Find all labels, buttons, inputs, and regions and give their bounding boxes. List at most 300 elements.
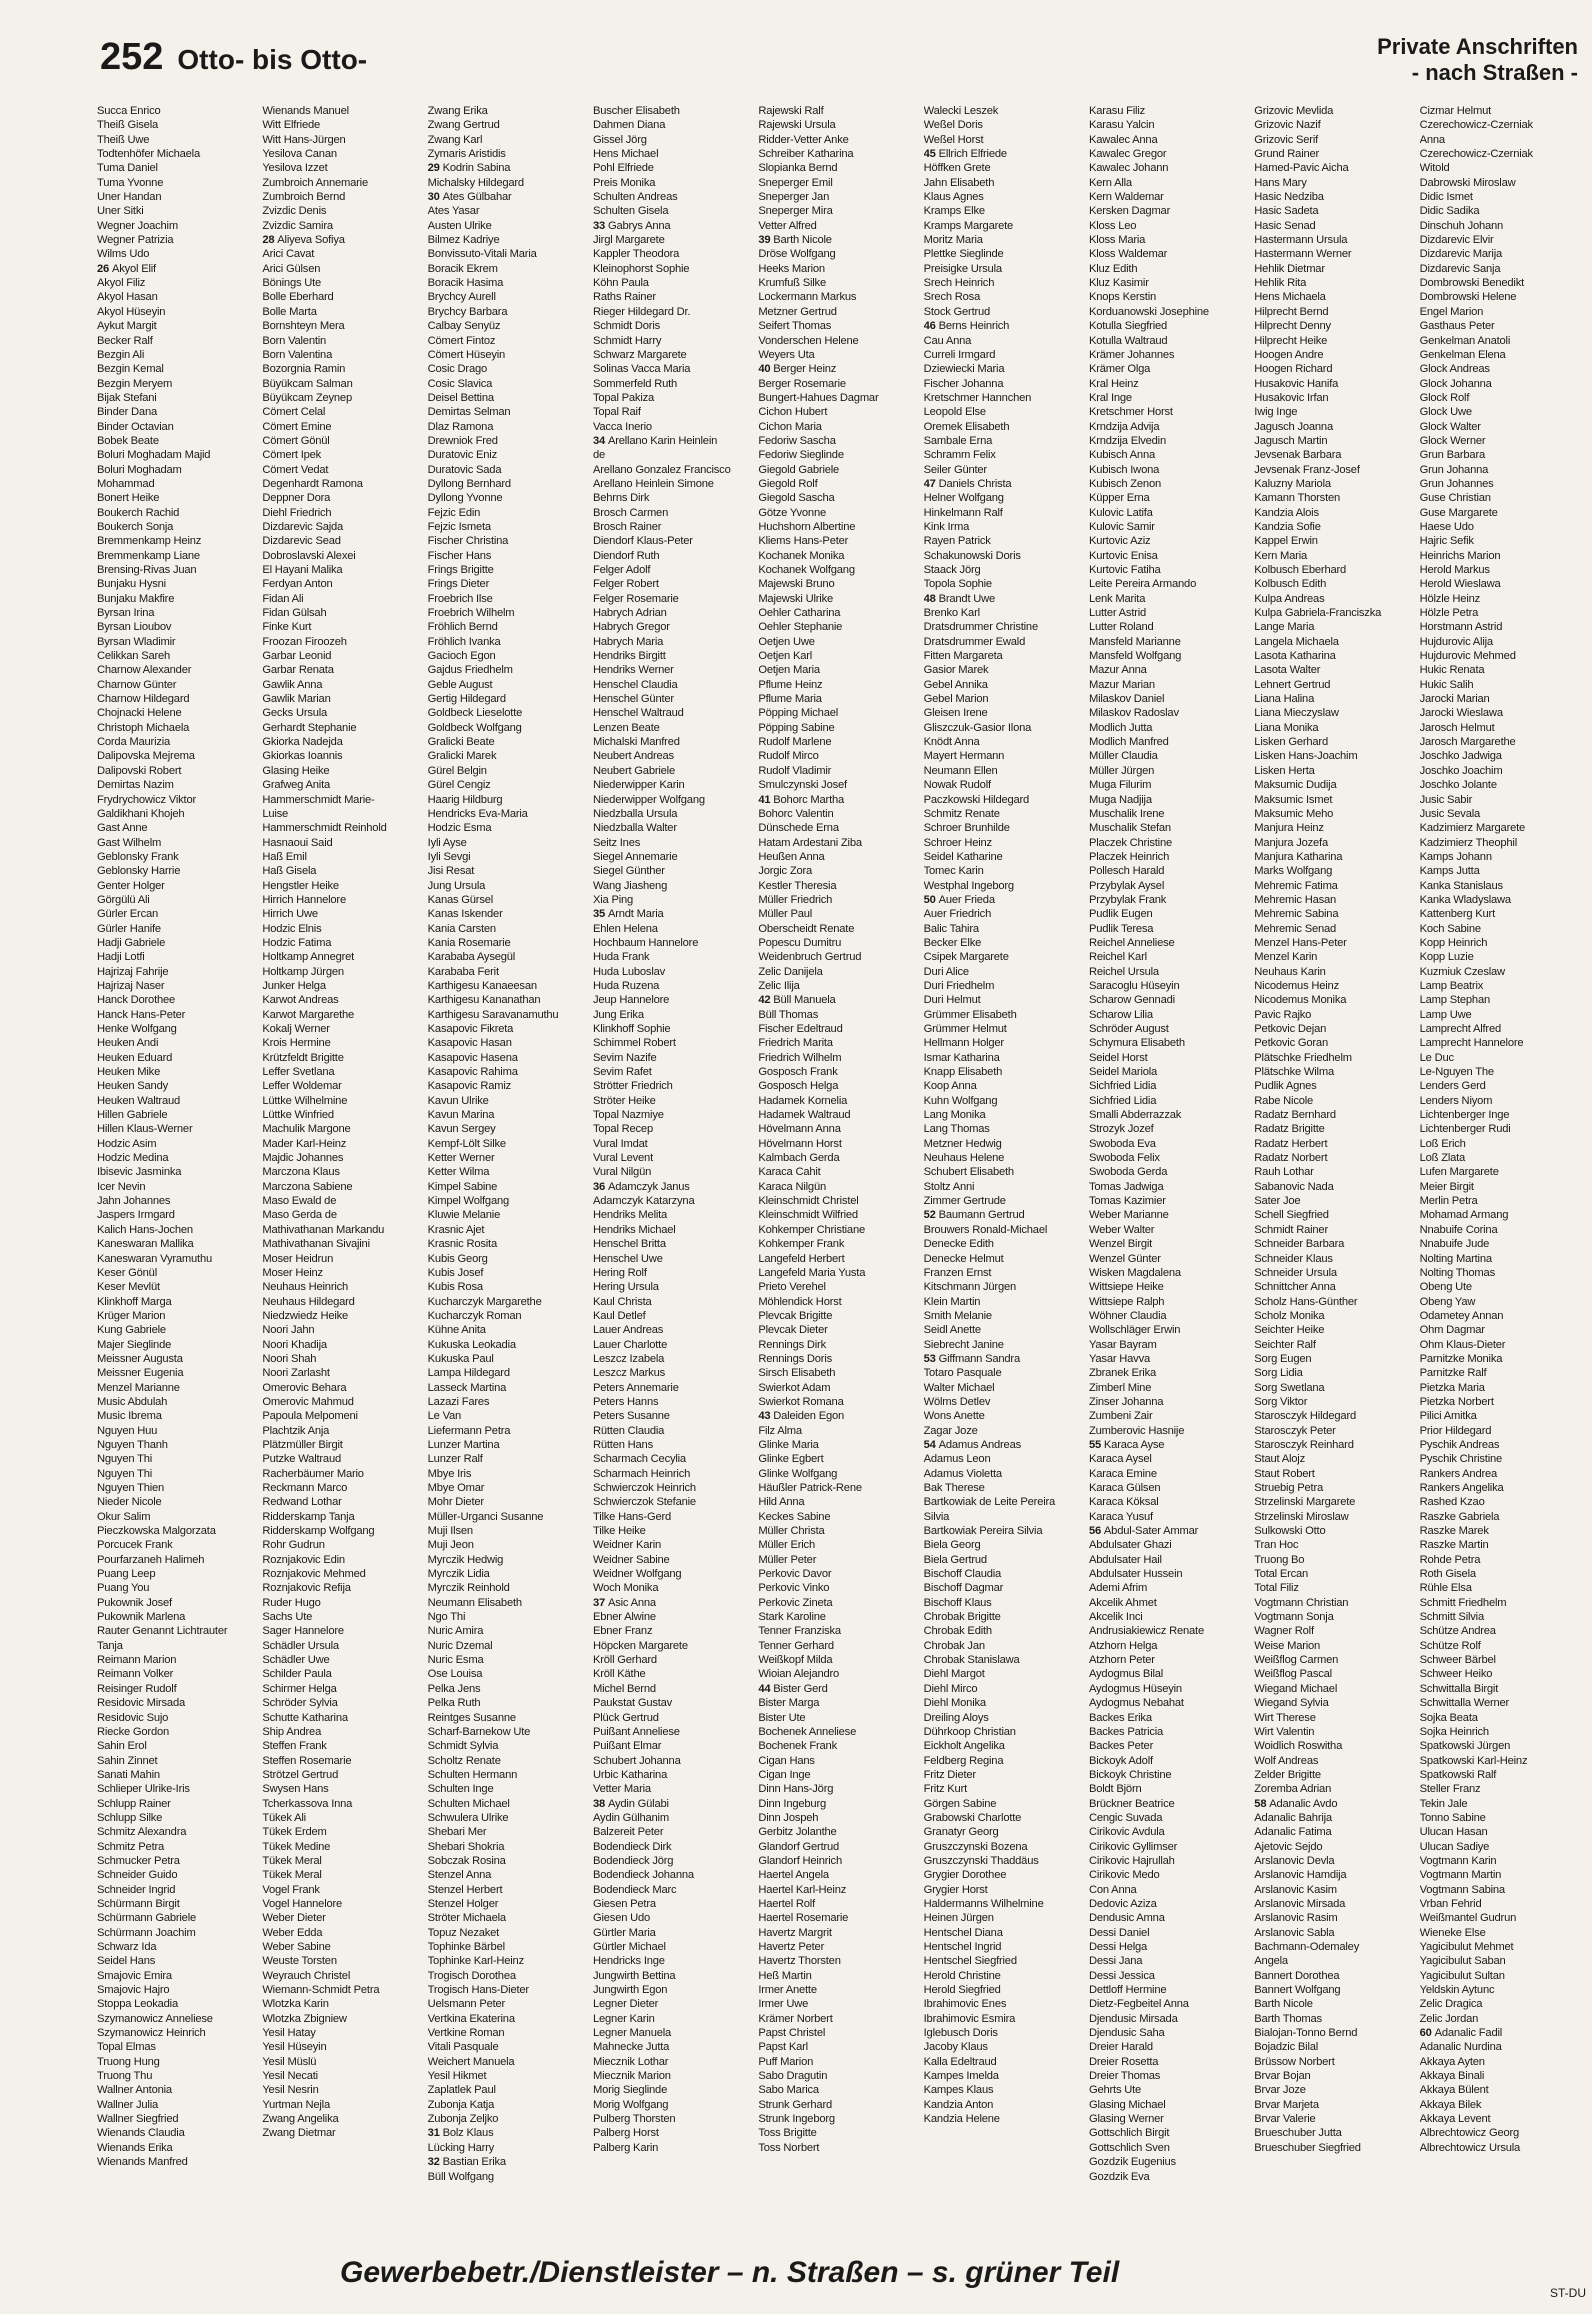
directory-entry: Balzereit Peter xyxy=(592,1826,664,1839)
directory-entry: Wenzel Günter xyxy=(1088,1252,1161,1265)
directory-entry: Glock Rolf xyxy=(1419,391,1470,404)
directory-entry: Cizmar Helmut xyxy=(1419,105,1491,117)
directory-entry: Bolle Marta xyxy=(262,305,317,318)
directory-entry: Jung Ursula xyxy=(427,879,486,892)
directory-entry: Geble August xyxy=(427,678,493,691)
directory-entry: Genter Holger xyxy=(97,879,165,892)
directory-entry: Radatz Bernhard xyxy=(1254,1109,1336,1122)
directory-entry: Schneider Ingrid xyxy=(97,1883,176,1896)
directory-entry: Sobczak Rosina xyxy=(427,1854,506,1867)
directory-entry: Starosczyk Peter xyxy=(1254,1424,1336,1437)
directory-entry: Grizovic Mevlida xyxy=(1254,105,1334,117)
directory-entry: Hendriks Melita xyxy=(592,1209,668,1222)
directory-entry: Jusic Sevala xyxy=(1419,807,1481,820)
directory-entry: Knapp Elisabeth xyxy=(923,1066,1003,1079)
directory-entry: Schneider Ursula xyxy=(1254,1266,1337,1279)
directory-entry: Majewski Ulrike xyxy=(758,592,834,605)
directory-entry: Moser Heinz xyxy=(262,1266,323,1279)
directory-entry: Kubis Georg xyxy=(427,1252,488,1265)
directory-entry: Dlaz Ramona xyxy=(427,420,494,433)
directory-entry: Giegold Rolf xyxy=(758,477,818,490)
directory-entry: Parnitzke Ralf xyxy=(1419,1367,1487,1380)
directory-entry: Hodzic Fatima xyxy=(262,936,332,949)
directory-entry: Rütten Hans xyxy=(592,1438,653,1451)
directory-entry: Grümmer Elisabeth xyxy=(923,1008,1017,1021)
directory-entry: Marks Wolfgang xyxy=(1254,865,1333,878)
directory-entry: Kleinophorst Sophie xyxy=(592,262,690,275)
directory-entry: Joschko Jolante xyxy=(1419,779,1497,792)
directory-entry: Truong Thu xyxy=(97,2070,153,2083)
directory-entry: Kanas Gürsel xyxy=(427,893,494,906)
directory-entry: Kern Waldemar xyxy=(1088,191,1164,204)
directory-entry: Dessi Jana xyxy=(1088,1955,1143,1968)
directory-entry: Oetjen Uwe xyxy=(758,635,815,648)
directory-entry: Karaca Yusuf xyxy=(1088,1510,1153,1523)
directory-entry: Didic Sadika xyxy=(1419,205,1480,218)
directory-entry: Iwig Inge xyxy=(1254,406,1298,419)
directory-entry: Kochanek Monika xyxy=(758,549,845,562)
directory-entry: Ibrahimovic Esmira xyxy=(923,2012,1016,2025)
section-title: Private Anschriften xyxy=(1377,34,1578,59)
directory-entry: Goldbeck Lieselotte xyxy=(427,707,523,720)
directory-entry: Strötzel Gertrud xyxy=(262,1768,339,1781)
directory-entry: Pietzka Norbert xyxy=(1419,1395,1494,1408)
directory-entry: Yurtman Nejla xyxy=(262,2098,330,2111)
directory-entry: Bunjaku Makfire xyxy=(97,592,175,605)
directory-entry: Lisken Herta xyxy=(1254,764,1315,777)
directory-entry: Karwot Andreas xyxy=(262,994,339,1007)
directory-entry: Schramm Felix xyxy=(923,449,996,462)
directory-entry: Brensing-Rivas Juan xyxy=(97,564,197,576)
directory-entry: Garbar Leonid xyxy=(262,650,332,663)
directory-entry: Lamprecht Alfred xyxy=(1419,1023,1501,1035)
directory-entry: Zelic Danijela xyxy=(758,965,823,978)
directory-entry: Glinke Maria xyxy=(758,1438,819,1451)
directory-entry: Krndzija Advija xyxy=(1088,420,1160,433)
directory-entry: Klinkhoff Sophie xyxy=(592,1023,671,1035)
directory-entry: Sojka Heinrich xyxy=(1419,1725,1489,1738)
directory-entry: Gralicki Marek xyxy=(427,750,497,763)
directory-entry: Dinschuh Johann xyxy=(1419,219,1504,232)
directory-entry: Lichtenberger Inge xyxy=(1419,1109,1510,1122)
directory-entry: Bodendieck Johanna xyxy=(592,1869,694,1882)
directory-entry: Lange Maria xyxy=(1254,621,1315,634)
directory-entry: Kasapovic Hasan xyxy=(427,1037,512,1050)
directory-entry: Odametey Annan xyxy=(1419,1309,1504,1322)
directory-entry: Gertig Hildegard xyxy=(427,693,506,706)
directory-entry: Kimpel Sabine xyxy=(427,1180,498,1193)
directory-entry: Müller Erich xyxy=(758,1539,815,1552)
directory-entry: Auer Friedrich xyxy=(923,908,992,921)
directory-entry: Plettke Sieglinde xyxy=(923,248,1004,261)
directory-entry: Möhlendick Horst xyxy=(758,1295,842,1308)
directory-entry: Arellano Gonzalez Francisco xyxy=(592,463,731,476)
directory-entry: Kleinschmidt Christel xyxy=(758,1195,859,1208)
directory-entry: Brouwers Ronald-Michael xyxy=(923,1223,1048,1236)
directory-entry: Müller Friedrich xyxy=(758,893,833,906)
directory-entry: Brüssow Norbert xyxy=(1254,2055,1335,2068)
directory-entry: Hammerschmidt Reinhold xyxy=(262,822,387,835)
directory-entry: Manjura Jozefa xyxy=(1254,836,1328,849)
directory-entry: Papst Karl xyxy=(758,2041,808,2054)
directory-entry: Wenzel Birgit xyxy=(1088,1238,1153,1251)
directory-entry: Boluri Moghadam Majid xyxy=(97,449,211,462)
directory-entry: Jevsenak Franz-Josef xyxy=(1254,463,1360,476)
directory-entry: Vural Nilgün xyxy=(592,1166,652,1179)
directory-entry: Pollesch Harald xyxy=(1088,865,1165,878)
directory-entry: Yesil Hüseyin xyxy=(262,2041,327,2054)
directory-entry: Hölzle Heinz xyxy=(1419,592,1481,605)
directory-entry: Miecznik Lothar xyxy=(592,2055,669,2068)
directory-entry: Rennings Doris xyxy=(758,1352,832,1365)
directory-entry: Grizovic Serif xyxy=(1254,133,1319,146)
directory-entry: Cömert Vedat xyxy=(262,463,329,476)
directory-entry: Sevim Rafet xyxy=(592,1066,652,1079)
directory-entry: Hamed-Pavic Aicha xyxy=(1254,162,1349,175)
directory-entry: Hering Rolf xyxy=(592,1266,647,1279)
directory-entry: Henke Wolfgang xyxy=(97,1023,177,1035)
directory-entry: Granatyr Georg xyxy=(923,1826,999,1839)
directory-entry: Gast Anne xyxy=(97,822,148,835)
directory-entry: Tonno Sabine xyxy=(1419,1811,1486,1824)
directory-entry: Reimann Marion xyxy=(97,1654,177,1667)
directory-entry: Albrechtowicz Georg xyxy=(1419,2127,1520,2140)
directory-entry: Vertkina Ekaterina xyxy=(427,2012,515,2025)
directory-entry: Hoogen Richard xyxy=(1254,363,1333,376)
directory-entry: Menzel Hans-Peter xyxy=(1254,936,1347,949)
directory-entry: Rankers Andrea xyxy=(1419,1467,1498,1480)
directory-entry: Akkaya Bülent xyxy=(1419,2084,1489,2097)
directory-entry: Cömert Emine xyxy=(262,420,332,433)
directory-entry: Saracoglu Hüseyin xyxy=(1088,979,1180,992)
directory-entry: Bodendieck Marc xyxy=(592,1883,677,1896)
directory-entry: Nicodemus Monika xyxy=(1254,994,1347,1007)
directory-entry: Sambale Erna xyxy=(923,434,993,447)
directory-entry: Topola Sophie xyxy=(923,578,992,591)
directory-entry: Rohde Petra xyxy=(1419,1553,1481,1566)
directory-entry: Stenzel Holger xyxy=(427,1897,499,1910)
directory-entry: Schweer Bärbel xyxy=(1419,1654,1496,1667)
directory-entry: Lenk Marita xyxy=(1088,592,1146,605)
directory-entry: Manjura Heinz xyxy=(1254,822,1324,835)
directory-entry: Manjura Katharina xyxy=(1254,850,1343,863)
directory-entry: Yesil Nesrin xyxy=(262,2084,319,2097)
directory-entry: Kimpel Wolfgang xyxy=(427,1195,510,1208)
directory-entry: Ajetovic Sejdo xyxy=(1254,1840,1323,1853)
directory-entry: Sabo Dragutin xyxy=(758,2070,828,2083)
directory-entry: Rabe Nicole xyxy=(1254,1094,1314,1107)
directory-entry: Glock Uwe xyxy=(1419,406,1472,419)
directory-entry: Büyükcam Salman xyxy=(262,377,353,390)
directory-entry: Mohammad xyxy=(97,477,155,490)
directory-entry: Grun Johanna xyxy=(1419,463,1489,476)
directory-entry: Lisken Hans-Joachim xyxy=(1254,750,1358,763)
directory-entry: Diehl Margot xyxy=(923,1668,985,1681)
directory-entry: Oberscheidt Renate xyxy=(758,922,855,935)
directory-entry: Smalli Abderrazzak xyxy=(1088,1109,1182,1122)
directory-entry: Wagner Rolf xyxy=(1254,1625,1314,1638)
directory-entry: Wolf Andreas xyxy=(1254,1754,1319,1767)
directory-entry: Sorg Eugen xyxy=(1254,1352,1312,1365)
directory-entry: Petkovic Goran xyxy=(1254,1037,1328,1050)
directory-entry: Heuken Andi xyxy=(97,1037,159,1050)
directory-entry: Weuste Torsten xyxy=(262,1955,337,1968)
directory-entry: Gebel Marion xyxy=(923,693,989,706)
directory-entry: Kukuska Paul xyxy=(427,1352,494,1365)
directory-entry: Kloss Maria xyxy=(1088,234,1146,247)
directory-entry: Lüttke Winfried xyxy=(262,1109,334,1122)
directory-entry: Myrczik Lidia xyxy=(427,1568,490,1581)
directory-entry: Schmitz Petra xyxy=(97,1840,165,1853)
directory-entry: Vertkine Roman xyxy=(427,2027,505,2040)
directory-entry: Tükek Meral xyxy=(262,1854,322,1867)
directory-entry: Pulberg Thorsten xyxy=(592,2113,676,2126)
directory-entry: Herold Christine xyxy=(923,1969,1001,1982)
directory-entry: Seifert Thomas xyxy=(758,320,832,333)
directory-entry: Bischoff Claudia xyxy=(923,1568,1002,1581)
directory-entry: Schmidt Harry xyxy=(592,334,662,347)
directory-entry: Walter Michael xyxy=(923,1381,995,1394)
directory-entry: Pudlik Teresa xyxy=(1088,922,1154,935)
directory-entry: Kaul Christa xyxy=(592,1295,652,1308)
directory-entry: Zumbeni Zair xyxy=(1088,1410,1153,1423)
directory-entry: Cosic Slavica xyxy=(427,377,493,390)
directory-entry: Staut Alojz xyxy=(1254,1453,1305,1466)
directory-entry: Redwand Lothar xyxy=(262,1496,342,1509)
directory-entry: Akkaya Ayten xyxy=(1419,2055,1485,2068)
directory-entry: Fischer Hans xyxy=(427,549,492,562)
directory-entry: Keser Gönül xyxy=(97,1266,157,1279)
directory-entry: Barth Nicole xyxy=(1254,1998,1313,2011)
directory-entry: Huda Luboslav xyxy=(592,965,666,978)
directory-entry: Boracik Hasima xyxy=(427,277,504,290)
directory-entry: Pieczkowska Malgorzata xyxy=(97,1525,216,1538)
directory-entry: Stock Gertrud xyxy=(923,305,991,318)
directory-entry: Weßel Doris xyxy=(923,119,983,132)
directory-entry: Pukownik Marlena xyxy=(97,1611,186,1624)
directory-entry: Seidel Hans xyxy=(97,1955,156,1968)
directory-entry: Schmitz Alexandra xyxy=(97,1826,187,1839)
directory-entry: Haertel Karl-Heinz xyxy=(758,1883,847,1896)
directory-entry: 32 Bastian Erika xyxy=(427,2156,506,2169)
directory-entry: Hilprecht Bernd xyxy=(1254,305,1329,318)
directory-entry: Gkiorka Nadejda xyxy=(262,736,343,749)
directory-entry: Cigan Inge xyxy=(758,1768,811,1781)
directory-entry: Reichel Karl xyxy=(1088,951,1147,964)
directory-entry: Hodzic Asim xyxy=(97,1137,157,1150)
directory-entry: Krämer Johannes xyxy=(1088,348,1175,361)
directory-entry: Wittsiepe Ralph xyxy=(1088,1295,1165,1308)
directory-entry: Dreier Thomas xyxy=(1088,2070,1161,2083)
directory-entry: Giegold Gabriele xyxy=(758,463,840,476)
directory-entry: Cirikovic Avdula xyxy=(1088,1826,1165,1839)
directory-entry: Urbic Katharina xyxy=(592,1768,668,1781)
directory-entry: Binder Octavian xyxy=(97,420,174,433)
directory-entry: Witt Hans-Jürgen xyxy=(262,133,346,146)
directory-entry: Kohkemper Christiane xyxy=(758,1223,865,1236)
directory-entry: Topal Recep xyxy=(592,1123,653,1136)
directory-entry: Bister Ute xyxy=(758,1711,806,1724)
directory-entry: 58 Adanalic Avdo xyxy=(1254,1797,1338,1810)
directory-entry: Schädler Ursula xyxy=(262,1639,339,1652)
directory-entry: Strzelinski Miroslaw xyxy=(1254,1510,1349,1523)
directory-entry: Schwierczok Stefanie xyxy=(592,1496,696,1509)
directory-entry: Smajovic Hajro xyxy=(97,1984,170,1997)
directory-entry: Vural Imdat xyxy=(592,1137,648,1150)
directory-entry: Rudolf Vladimir xyxy=(758,764,832,777)
directory-entry: Bochenek Anneliese xyxy=(758,1725,857,1738)
directory-entry: Glasing Michael xyxy=(1088,2098,1166,2111)
directory-entry: Habrych Gregor xyxy=(592,621,670,634)
directory-entry: Kern Maria xyxy=(1254,549,1308,562)
directory-entry: Przybylak Frank xyxy=(1088,893,1167,906)
directory-entry: Gruszczynski Thaddäus xyxy=(923,1854,1039,1867)
directory-entry: Toss Brigitte xyxy=(758,2127,817,2140)
directory-entry: Plätschke Wilma xyxy=(1254,1066,1334,1079)
directory-entry: Weidner Wolfgang xyxy=(592,1568,682,1581)
directory-entry: Krois Hermine xyxy=(262,1037,331,1050)
directory-entry: Wieneke Else xyxy=(1419,1926,1486,1939)
directory-entry: Krasnic Ajet xyxy=(427,1223,485,1236)
directory-entry: Bezgin Meryem xyxy=(97,377,173,390)
directory-entry: Muga Filurim xyxy=(1088,779,1152,792)
directory-entry: Gruszczynski Bozena xyxy=(923,1840,1028,1853)
directory-entry: Zwang Dietmar xyxy=(262,2127,336,2140)
directory-entry: Ohm Klaus-Dieter xyxy=(1419,1338,1506,1351)
directory-entry: Kattenberg Kurt xyxy=(1419,908,1495,921)
directory-entry: Ulucan Sadiye xyxy=(1419,1840,1490,1853)
directory-entry: Legner Manuela xyxy=(592,2027,672,2040)
directory-entry: Rashed Kzao xyxy=(1419,1496,1485,1509)
directory-entry: Meier Birgit xyxy=(1419,1180,1474,1193)
directory-entry: Plevcak Brigitte xyxy=(758,1309,833,1322)
directory-entry: Kempf-Lölt Silke xyxy=(427,1137,506,1150)
directory-entry: Corda Maurizia xyxy=(97,736,171,749)
directory-entry: Duri Helmut xyxy=(923,994,981,1007)
directory-entry: Leite Pereira Armando xyxy=(1088,578,1197,591)
directory-entry: de xyxy=(592,449,606,462)
directory-entry: Guse Christian xyxy=(1419,492,1491,505)
directory-entry: Zwang Gertrud xyxy=(427,119,500,132)
directory-entry: Husakovic Hanifa xyxy=(1254,377,1339,390)
directory-entry: Niederwipper Karin xyxy=(592,779,685,792)
directory-entry: Plevcak Dieter xyxy=(758,1324,828,1337)
directory-entry: Cichon Hubert xyxy=(758,406,828,419)
directory-entry: Heinrichs Marion xyxy=(1419,549,1501,562)
directory-entry: Succa Enrico xyxy=(97,105,161,117)
directory-entry: Grund Rainer xyxy=(1254,148,1320,161)
directory-entry: Neumann Ellen xyxy=(923,764,998,777)
directory-entry: Irmer Uwe xyxy=(758,1998,809,2011)
directory-entry: Fritz Dieter xyxy=(923,1768,976,1781)
directory-entry: Hodzic Elnis xyxy=(262,922,322,935)
listing-column xyxy=(1089,104,1253,2224)
directory-entry: Hirrich Uwe xyxy=(262,908,318,921)
directory-entry: Luise xyxy=(262,807,289,820)
directory-entry: Bunjaku Hysni xyxy=(97,578,166,591)
directory-entry: Topal Raif xyxy=(592,406,641,419)
directory-entry: Schmitt Friedhelm xyxy=(1419,1596,1507,1609)
directory-entry: Lichtenberger Rudi xyxy=(1419,1123,1511,1136)
directory-entry: Brychcy Barbara xyxy=(427,305,508,318)
directory-entry: Noori Shah xyxy=(262,1352,317,1365)
directory-entry: Andrusiakiewicz Renate xyxy=(1088,1625,1204,1638)
directory-entry: Leopold Else xyxy=(923,406,986,419)
directory-entry: Ship Andrea xyxy=(262,1725,322,1738)
directory-entry: Topal Nazmiye xyxy=(592,1109,664,1122)
directory-entry: Lehnert Gertrud xyxy=(1254,678,1331,691)
directory-entry: Sulkowski Otto xyxy=(1254,1525,1326,1538)
directory-entry: Dobroslavski Alexei xyxy=(262,549,356,562)
directory-entry: Pietzka Maria xyxy=(1419,1381,1485,1394)
directory-entry: Kramps Elke xyxy=(923,205,985,218)
directory-entry: 54 Adamus Andreas xyxy=(923,1438,1021,1451)
directory-entry: Csipek Margarete xyxy=(923,951,1009,964)
directory-entry: Schürmann Birgit xyxy=(97,1897,180,1910)
directory-entry: Zwang Karl xyxy=(427,133,483,146)
directory-entry: Nieder Nicole xyxy=(97,1496,162,1509)
directory-entry: Total Ercan xyxy=(1254,1568,1309,1581)
directory-entry: Dröse Wolfgang xyxy=(758,248,836,261)
directory-entry: Hodzic Esma xyxy=(427,822,492,835)
directory-entry: Xia Ping xyxy=(592,893,634,906)
directory-entry: Brvar Joze xyxy=(1254,2084,1306,2097)
directory-entry: Heeks Marion xyxy=(758,262,825,275)
directory-entry: Kliems Hans-Peter xyxy=(758,535,849,548)
directory-entry: Grafweg Anita xyxy=(262,779,330,792)
directory-entry: Kanas Iskender xyxy=(427,908,503,921)
directory-entry: Zaplatlek Paul xyxy=(427,2084,496,2097)
directory-entry: Glock Johanna xyxy=(1419,377,1492,390)
directory-entry: Silvia xyxy=(923,1510,950,1523)
directory-entry: Westphal Ingeborg xyxy=(923,879,1014,892)
directory-entry: Hajric Sefik xyxy=(1419,535,1474,548)
directory-entry: Puang You xyxy=(97,1582,150,1595)
directory-entry: Dratsdrummer Ewald xyxy=(923,635,1026,648)
directory-entry: Puff Marion xyxy=(758,2055,814,2068)
directory-entry: Jorgic Zora xyxy=(758,865,813,878)
directory-entry: Noori Khadija xyxy=(262,1338,327,1351)
directory-entry: Kretschmer Horst xyxy=(1088,406,1173,419)
directory-entry: Karaca Aysel xyxy=(1088,1453,1152,1466)
directory-entry: Ibrahimovic Enes xyxy=(923,1998,1007,2011)
directory-entry: Becker Ralf xyxy=(97,334,153,347)
directory-entry: Hammerschmidt Marie- xyxy=(262,793,375,806)
directory-entry: Schütze Rolf xyxy=(1419,1639,1481,1652)
directory-entry: Klinkhoff Marga xyxy=(97,1295,172,1308)
directory-entry: Weber Sabine xyxy=(262,1941,331,1953)
directory-entry: Schmidt Sylvia xyxy=(427,1740,499,1753)
directory-entry: Smith Melanie xyxy=(923,1309,992,1322)
corner-code: ST-DU xyxy=(1550,2286,1586,2300)
directory-entry: Gkiorkas Ioannis xyxy=(262,750,343,763)
directory-entry: Gralicki Beate xyxy=(427,736,495,749)
directory-entry: Rudolf Marlene xyxy=(758,736,832,749)
directory-entry: Totaro Pasquale xyxy=(923,1367,1002,1380)
directory-entry: Herold Markus xyxy=(1419,564,1490,576)
directory-entry: Roznjakovic Edin xyxy=(262,1553,345,1566)
directory-entry: Nuric Esma xyxy=(427,1654,484,1667)
directory-entry: Bodendieck Dirk xyxy=(592,1840,672,1853)
directory-entry: Jarosch Helmut xyxy=(1419,721,1495,734)
directory-entry: Mbye Omar xyxy=(427,1482,485,1494)
directory-entry: Hinkelmann Ralf xyxy=(923,506,1003,519)
directory-entry: Büll Wolfgang xyxy=(427,2170,494,2183)
directory-entry: Jahn Elisabeth xyxy=(923,176,995,189)
directory-entry: Nnabuife Jude xyxy=(1419,1238,1490,1251)
directory-entry: Sater Joe xyxy=(1254,1195,1301,1208)
directory-entry: Yesil Hatay xyxy=(262,2027,316,2040)
